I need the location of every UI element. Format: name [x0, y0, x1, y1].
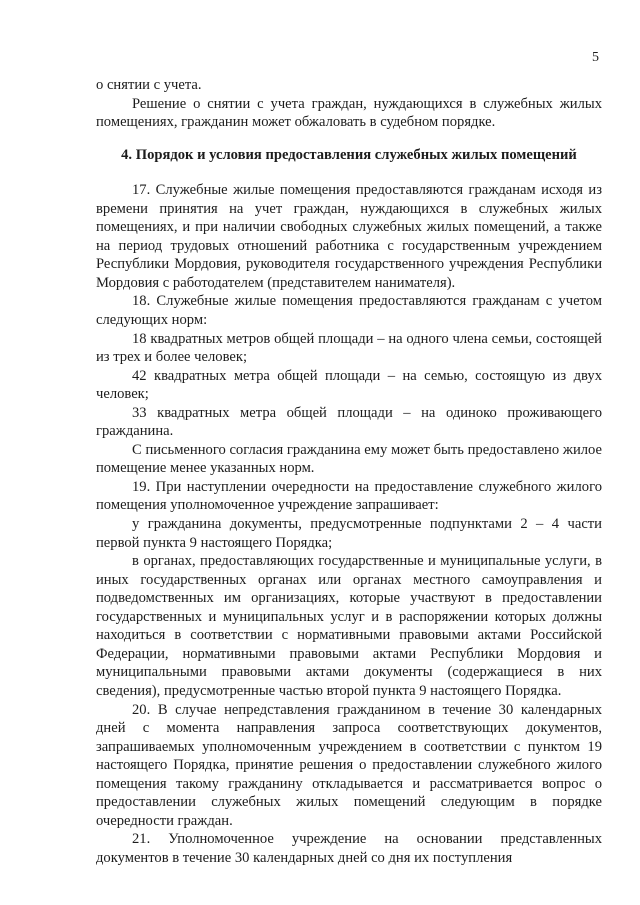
- paragraph-19-item-2: в органах, предоставляющих государственные и муниципальные услуги, в иных государственных органах или органах местного самоуправления и подведомственных им организациях, которые участвуют в предоставлении государственных и муниципальных услуг и в распоряжении которых должны находиться в соответствии с нормативными правовыми актами Российской Федерации, нормативными правовыми актами Республики Мордовия и муниципальными правовыми актами документы (содержащиеся в них сведения), предусмотренные частью второй пункта 9 настоящего Порядка.: [96, 553, 602, 699]
- paragraph-19: 19. При наступлении очередности на предоставление служебного жилого помещения уполномоченное учреждение запрашивает:: [96, 478, 602, 514]
- section-heading: 4. Порядок и условия предоставления служебных жилых помещений: [121, 146, 577, 163]
- paragraph-17: 17. Служебные жилые помещения предоставляются гражданам исходя из времени принятия на учет граждан, нуждающихся в служебных жилых помещениях, и при наличии свободных служебных жилых помещений, а также на период трудовых отношений работника с государственным учреждением Республики Мордовия, руководителя государственного учреждения Республики Мордовия с работодателем (представителем нанимателя).: [96, 182, 602, 291]
- page-number: 5: [592, 50, 599, 65]
- paragraph-continuation: о снятии с учета.: [96, 77, 202, 93]
- document-body: [96, 76, 602, 867]
- paragraph-21: 21. Уполномоченное учреждение на основании представленных документов в течение 30 календарных дней со дня их поступления: [96, 831, 602, 866]
- paragraph-19-item-1: у гражданина документы, предусмотренные подпунктами 2 – 4 части первой пункта 9 настоящего Порядка;: [96, 516, 602, 551]
- paragraph-18-consent: С письменного согласия гражданина ему может быть предоставлено жилое помещение менее указанных норм.: [96, 441, 602, 477]
- paragraph-18-norm-2: 42 квадратных метра общей площади – на семью, состоящую из двух человек;: [96, 367, 602, 403]
- paragraph-20: 20. В случае непредставления гражданином в течение 30 календарных дней с момента направления запроса соответствующих документов, запрашиваемых уполномоченным учреждением в соответствии с пунктом 19 настоящего Порядка, принятие решения о предоставлении служебного жилого помещения такому гражданину откладывается и рассматривается вопрос о предоставлении служебных жилых помещений следующим в порядке очередности граждан.: [96, 701, 602, 829]
- paragraph-18-norm-1: 18 квадратных метров общей площади – на одного члена семьи, состоящей из трех и более человек;: [96, 330, 602, 366]
- paragraph-18: 18. Служебные жилые помещения предоставляются гражданам с учетом следующих норм:: [96, 293, 602, 329]
- paragraph-appeal: Решение о снятии с учета граждан, нуждающихся в служебных жилых помещениях, гражданин может обжаловать в судебном порядке.: [96, 95, 602, 131]
- paragraph-18-norm-3: 33 квадратных метра общей площади – на одиноко проживающего гражданина.: [96, 404, 602, 440]
